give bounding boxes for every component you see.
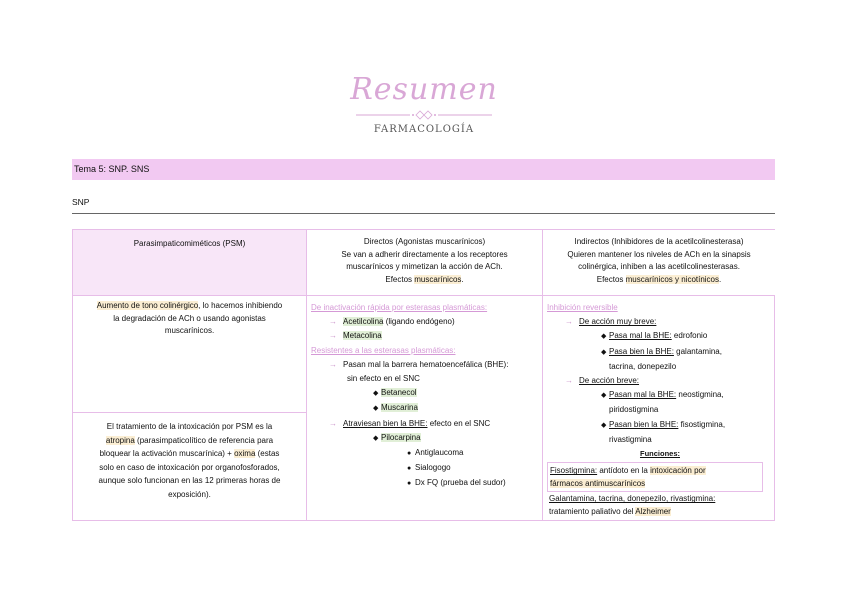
diamond-bullet-icon: ◆ — [601, 333, 607, 341]
arrow-icon: → — [329, 317, 337, 327]
dot-bullet-icon: ● — [407, 465, 412, 473]
list-item: ◆ Betanecol — [311, 386, 539, 401]
inhibicion-heading: Inhibición reversible — [547, 303, 618, 312]
resistentes-heading: Resistentes a las esterasas plasmáticas: — [311, 345, 456, 355]
funciones-heading: Funciones: — [639, 449, 680, 459]
section-heading: SNP — [72, 197, 90, 207]
list-item: ◆ Pasa mal la BHE: edrofonio — [547, 329, 773, 344]
dot-bullet-icon: ● — [407, 450, 412, 458]
arrow-icon: → — [329, 359, 337, 369]
list-item: → Pasan mal la barrera hematoencefálica (BHE): — [311, 358, 539, 372]
list-item: ◆ Pasa bien la BHE: galantamina, — [547, 345, 773, 360]
funciones-box: Fisostigmina: antídoto en la intoxicación por fármacos antimuscarínicos — [547, 462, 763, 492]
indirectos-body: Inhibición reversible → De acción muy breve: ◆ Pasa mal la BHE: edrofonio ◆ Pasa bien la BHE: galantamina, tacrina, donepezilo → De acción breve: ◆ Pasan mal la BHE: neostigmina, piridostigmina ◆ Pasan bien la BHE: fisostigmina, rivastigmina Funciones: Fisostigmina: antídoto en la intoxicación por fármacos antimuscarínicos Galantamina, tacrina, donepezilo, rivastigmina: tratamiento paliativo del Alzheimer — [547, 301, 773, 518]
arrow-icon: → — [329, 418, 337, 428]
dot-bullet-icon: ● — [407, 480, 412, 488]
summary-table — [72, 229, 775, 521]
list-item: ◆ Pasan bien la BHE: fisostigmina, — [547, 418, 773, 433]
arrow-icon: → — [565, 317, 573, 327]
diamond-bullet-icon: ◆ — [373, 434, 379, 442]
list-item: ◆ Muscarina — [311, 401, 539, 416]
list-item: → Metacolina — [311, 329, 539, 343]
arrow-icon: → — [329, 331, 337, 341]
inactivacion-heading: De inactivación rápida por esterasas plasmáticas: — [311, 303, 488, 312]
header-divider — [73, 295, 775, 296]
list-item: ● Dx FQ (prueba del sudor) — [311, 476, 539, 491]
list-item: → Acetilcolina (ligando endógeno) — [311, 315, 539, 329]
diamond-bullet-icon: ◆ — [601, 392, 607, 400]
directos-body: De inactivación rápida por esterasas plasmáticas: → Acetilcolina (ligando endógeno) → Metacolina Resistentes a las esterasas plasmáticas: → Pasan mal la barrera hematoencefálica (BHE): sin efecto en el SNC ◆ Betanecol ◆ Muscarina → Atraviesan bien la BHE: efecto en el SNC ◆ Pilocarpina ● Antiglaucoma ● Sialogogo ● Dx FQ (prueba del sudor) — [311, 301, 539, 492]
page-title: Resumen — [350, 72, 498, 107]
list-item: ● Antiglaucoma — [311, 446, 539, 461]
diamond-bullet-icon: ◆ — [373, 390, 379, 398]
ornament-divider — [356, 109, 492, 121]
funciones-galantamina: Galantamina, tacrina, donepezilo, rivastigmina: tratamiento paliativo del Alzheimer — [549, 494, 716, 517]
psm-intoxicacion: El tratamiento de la intoxicación por PSM es la atropina (parasimpaticolítico de referencia para bloquear la activación muscarínica) + oxima (estas solo en caso de intoxicación por organofosforados, aunque solo funcionan en las 12 primeras horas de exposición). — [98, 422, 281, 499]
list-item: ◆ Pasan mal la BHE: neostigmina, — [547, 388, 773, 403]
header-directos: Directos (Agonistas muscarínicos) Se van a adherir directamente a los receptores muscarínicos y mimetizan la acción de ACh. Efectos muscarínicos. — [341, 237, 508, 284]
list-item: → De acción breve: — [547, 374, 773, 388]
list-item: → De acción muy breve: — [547, 315, 773, 329]
page-subtitle: FARMACOLOGÍA — [373, 124, 475, 135]
topic-bar: Tema 5: SNP. SNS — [72, 159, 775, 180]
diamond-bullet-icon: ◆ — [373, 405, 379, 413]
list-item: ● Sialogogo — [311, 461, 539, 476]
psm-intro: Aumento de tono colinérgico, lo hacemos inhibiendo la degradación de ACh o usando agonistas muscarínicos. — [96, 301, 283, 335]
psm-divider — [73, 412, 306, 413]
diamond-bullet-icon: ◆ — [601, 421, 607, 429]
arrow-icon: → — [565, 376, 573, 386]
diamond-bullet-icon: ◆ — [601, 348, 607, 356]
list-item: ◆ Pilocarpina — [311, 431, 539, 446]
section-divider — [72, 213, 775, 214]
header-psm: Parasimpaticomiméticos (PSM) — [133, 239, 246, 248]
list-item: → Atraviesan bien la BHE: efecto en el SNC — [311, 417, 539, 431]
header-indirectos: Indirectos (Inhibidores de la acetilcolinesterasa) Quieren mantener los niveles de ACh en la sinapsis colinérgica, inhiben a las acetilcolinesterasas. Efectos muscarínicos y nicotínicos. — [567, 237, 751, 284]
